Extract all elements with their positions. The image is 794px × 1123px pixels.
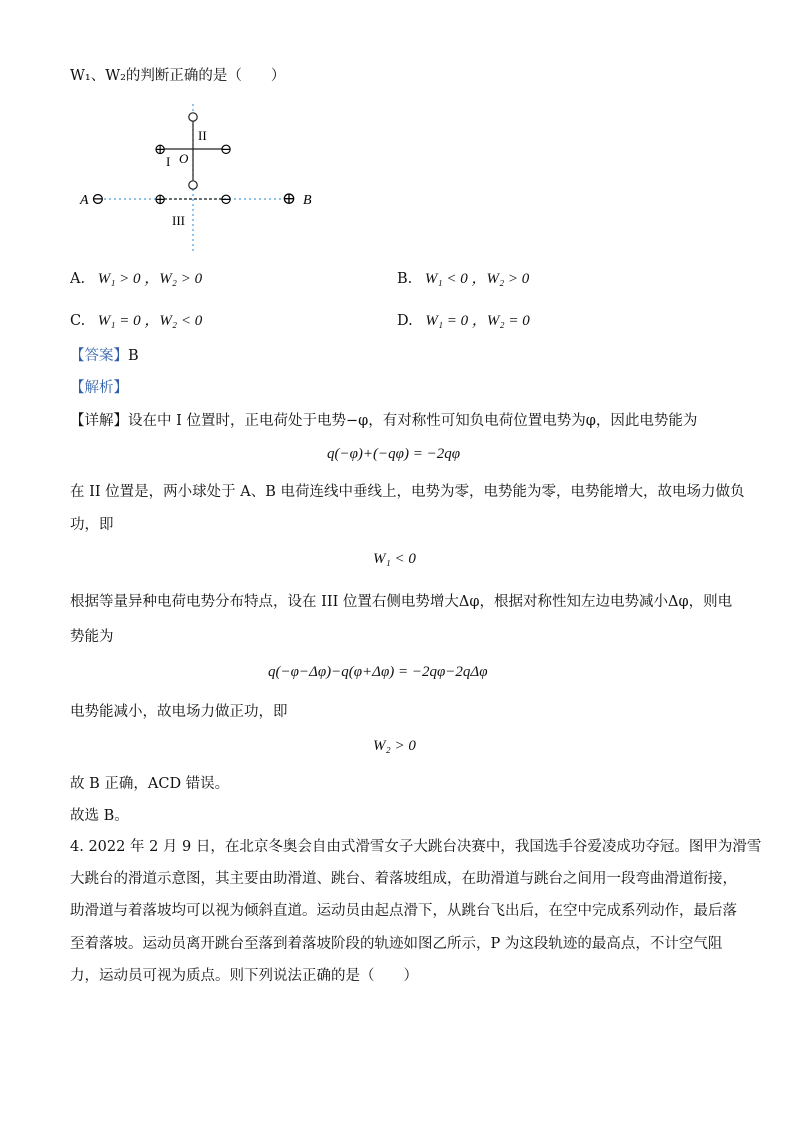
ball-top xyxy=(189,113,197,121)
label-B: B xyxy=(303,193,312,208)
answer-value: B xyxy=(128,348,139,364)
question4-line-4: 至着落坡。运动员离开跳台至落到着落坡阶段的轨迹如图乙所示，P 为这段轨迹的最高点，不计空气阻 xyxy=(70,936,723,952)
question4-line-2: 大跳台的滑道示意图，其主要由助滑道、跳台、着落坡组成，在助滑道与跳台之间用一段弯曲滑道衔接， xyxy=(70,871,737,887)
detail-conclusion: 故 B 正确，ACD 错误。 xyxy=(70,776,230,792)
detail-paragraph-2-line-1: 在 II 位置是，两小球处于 A、B 电荷连线中垂线上，电势为零，电势能为零，电势能增大，故电场力做负 xyxy=(70,484,745,500)
answer-line xyxy=(70,346,139,366)
detail-paragraph-3-line-1: 根据等量异种电荷电势分布特点，设在 III 位置右侧电势增大Δφ，根据对称性知左边电势减小Δφ，则电 xyxy=(70,594,733,610)
option-c: C. W₁ = 0 ，W₂ < 0 xyxy=(70,313,203,329)
label-O: O xyxy=(179,151,189,166)
option-d: D. W₁ = 0 ，W₂ = 0 xyxy=(397,313,530,329)
label-I: I xyxy=(166,154,171,169)
detail-paragraph-1: 【详解】设在中 I 位置时，正电荷处于电势−φ，有对称性可知负电荷位置电势为φ，因此电势能为 xyxy=(70,413,698,429)
equation-2: W₁ < 0 xyxy=(373,551,416,567)
analysis-tag: 【解析】 xyxy=(70,380,128,396)
detail-paragraph-2-line-2: 功，即 xyxy=(70,517,114,533)
question4-line-5: 力，运动员可视为质点。则下列说法正确的是（ ） xyxy=(70,968,418,984)
detail-paragraph-3-line-2: 势能为 xyxy=(70,629,114,645)
question-tail: W₁、W₂的判断正确的是（ ） xyxy=(70,68,286,84)
equation-3: q(−φ−Δφ)−q(φ+Δφ) = −2qφ−2qΔφ xyxy=(268,664,488,680)
option-a: A. W₁ > 0 ，W₂ > 0 xyxy=(70,271,203,287)
label-A: A xyxy=(80,193,89,208)
ball-bottom xyxy=(189,181,197,189)
equation-4: W₂ > 0 xyxy=(373,738,416,754)
question4-line-3: 助滑道与着落坡均可以视为倾斜直道。运动员由起点滑下，从跳台飞出后，在空中完成系列动作，最后落 xyxy=(70,903,737,919)
label-III: III xyxy=(172,213,185,228)
option-b: B. W₁ < 0 ，W₂ > 0 xyxy=(397,271,530,287)
charge-diagram xyxy=(60,100,340,260)
charge-plus-III: ⊕ xyxy=(153,192,167,208)
label-II: II xyxy=(198,128,207,143)
charge-minus-I: ⊖ xyxy=(219,142,233,158)
charge-A: ⊖ xyxy=(91,191,105,208)
charge-plus-I: ⊕ xyxy=(153,142,167,158)
detail-tag: 【详解】 xyxy=(70,413,128,429)
equation-1: q(−φ)+(−qφ) = −2qφ xyxy=(327,446,460,462)
question4-line-1: 4. 2022 年 2 月 9 日，在北京冬奥会自由式滑雪女子大跳台决赛中，我国选手谷爱凌成功夺冠。图甲为滑雪 xyxy=(70,839,762,855)
detail-paragraph-4: 电势能减小，故电场力做正功，即 xyxy=(70,704,288,720)
charge-minus-III: ⊖ xyxy=(219,192,233,208)
charge-B: ⊕ xyxy=(281,189,297,208)
detail-choice: 故选 B。 xyxy=(70,808,129,824)
answer-tag: 【答案】 xyxy=(70,348,128,364)
